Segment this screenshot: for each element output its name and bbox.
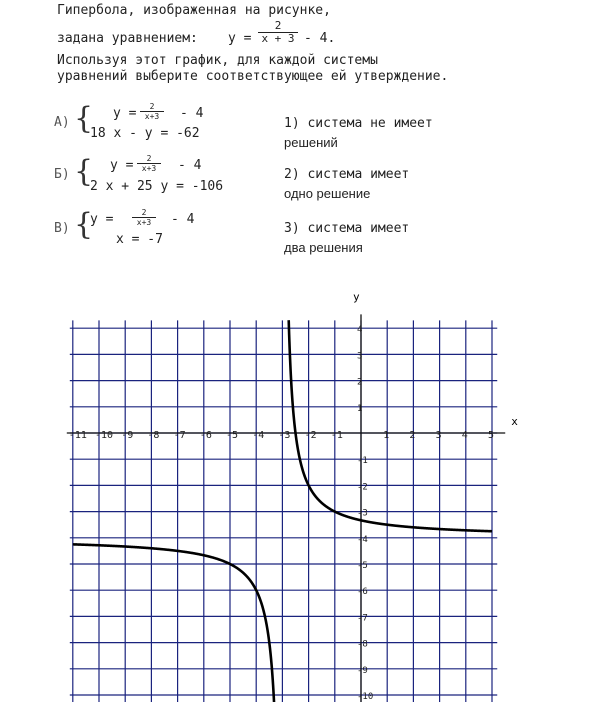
system-b-fraction-num: 2 <box>146 154 152 163</box>
y-tick-label: -1 <box>357 456 368 467</box>
y-tick-label: 3 <box>357 351 363 362</box>
y-tick-label: -7 <box>357 613 368 624</box>
x-tick-label: -11 <box>68 430 87 441</box>
x-tick-label: -9 <box>121 430 134 441</box>
y-axis-label: y <box>353 290 360 304</box>
answer-1-line-1: 1) система не имеет <box>284 116 433 131</box>
system-a-brace: { <box>74 101 94 136</box>
intro-eq-y: y = <box>228 31 252 46</box>
system-v-eq1-left: y = <box>90 212 114 227</box>
system-b-fraction-den: x+3 <box>137 163 161 173</box>
intro-fraction-num: 2 <box>274 19 282 32</box>
y-tick-label: 2 <box>357 377 363 388</box>
x-tick-label: -5 <box>226 430 239 441</box>
system-b-label: Б) <box>54 167 70 182</box>
intro-eq-tail: - 4. <box>304 31 336 46</box>
system-a-eq2: 18 x - y = -62 <box>90 126 200 141</box>
x-tick-label: -8 <box>147 430 160 441</box>
intro-line-3: Используя этот график, для каждой системы <box>57 53 378 68</box>
grid-lines <box>70 320 497 702</box>
x-tick-label: -1 <box>330 430 343 441</box>
y-tick-label: -9 <box>357 665 368 676</box>
system-b-brace: { <box>74 154 94 189</box>
x-tick-label: -2 <box>304 430 317 441</box>
system-v-brace: { <box>74 207 94 242</box>
x-tick-label: 4 <box>461 430 468 441</box>
answer-3-line-2: два решения <box>284 240 363 255</box>
system-a-label: А) <box>54 115 70 130</box>
system-v-eq1-tail: - 4 <box>171 212 195 227</box>
answer-3-line-1: 3) система имеет <box>284 221 410 236</box>
system-b-eq1-tail: - 4 <box>178 158 202 173</box>
system-v-fraction-den: x+3 <box>132 217 156 227</box>
y-tick-label: -6 <box>357 587 368 598</box>
system-a-fraction-num: 2 <box>149 102 155 111</box>
answer-2-line-2: одно решение <box>284 186 371 201</box>
answer-1-line-2: решений <box>284 135 338 150</box>
y-tick-label: 1 <box>357 403 363 414</box>
curve-right-branch <box>289 320 495 531</box>
intro-line-1: Гипербола, изображенная на рисунке, <box>57 3 331 18</box>
y-tick-label: -2 <box>357 482 368 493</box>
system-v-fraction-num: 2 <box>141 208 147 217</box>
system-a-eq1-left: y = <box>113 106 137 121</box>
tick-labels <box>69 325 494 702</box>
x-tick-label: -7 <box>173 430 186 441</box>
system-b-eq1-left: y = <box>110 158 134 173</box>
y-tick-label: -10 <box>357 692 374 702</box>
system-a-fraction-den: x+3 <box>140 111 164 121</box>
y-tick-label: -8 <box>357 639 368 650</box>
intro-fraction-den: x + 3 <box>258 32 298 45</box>
intro-line-4: уравнений выберите соответствующее ей утверждение. <box>57 69 449 84</box>
x-tick-label: -3 <box>278 430 291 441</box>
y-tick-label: -5 <box>357 561 368 571</box>
x-tick-label: -10 <box>95 430 114 441</box>
x-tick-label: 1 <box>383 430 390 441</box>
x-tick-label: 5 <box>488 430 495 441</box>
x-tick-label: -6 <box>199 430 212 441</box>
x-tick-label: 3 <box>435 430 442 441</box>
system-v-label: В) <box>54 221 70 236</box>
y-tick-label: -4 <box>357 534 368 545</box>
intro-line-2: задана уравнением: <box>57 31 198 46</box>
curve-left-branch <box>73 544 274 702</box>
x-tick-label: 2 <box>409 430 416 441</box>
x-tick-label: -4 <box>252 430 265 441</box>
x-axis-label: x <box>511 415 518 428</box>
system-v-eq2: x = -7 <box>116 232 163 247</box>
system-b-eq2: 2 x + 25 y = -106 <box>90 179 224 194</box>
answer-2-line-1: 2) система имеет <box>284 167 410 182</box>
system-a-eq1-tail: - 4 <box>180 106 204 121</box>
y-tick-label: -3 <box>357 508 368 519</box>
y-tick-label: 4 <box>357 325 363 336</box>
